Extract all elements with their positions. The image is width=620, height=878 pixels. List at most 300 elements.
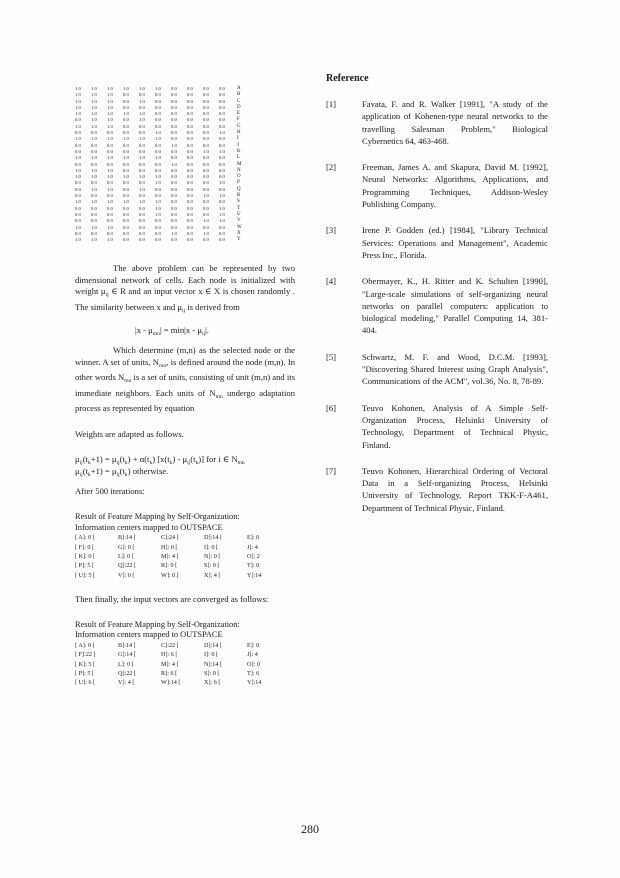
matrix-cell: 0.0: [123, 237, 129, 243]
matrix-cell: 1.0: [75, 167, 81, 173]
page-number: 280: [301, 822, 319, 836]
matrix-cell: 0.0: [107, 148, 113, 154]
matrix-cell: 1.0: [123, 155, 129, 161]
matrix-cell: 1.0: [171, 142, 177, 148]
matrix-cell: 0.0: [139, 180, 145, 186]
matrix-cell: 0.0: [75, 205, 81, 211]
input-vector-matrix: [75, 86, 247, 243]
matrix-cell: 1.0: [139, 111, 145, 117]
result-cell: G]: 0 [: [118, 543, 135, 551]
reference-number: [7]: [326, 465, 337, 476]
result-cell: S]: 0 [: [204, 670, 220, 678]
matrix-cell: 0.0: [171, 186, 177, 192]
matrix-cell: 0.0: [155, 161, 161, 167]
result-cell: E]: 0: [247, 534, 260, 542]
matrix-cell: 1.0: [91, 174, 97, 180]
matrix-cell: 0.0: [219, 224, 225, 230]
result-cell: T]: 6: [247, 670, 260, 678]
result-row: [75, 678, 290, 687]
matrix-row-label: L: [237, 155, 241, 161]
matrix-cell: 1.0: [139, 117, 145, 123]
matrix-cell: 0.0: [139, 123, 145, 129]
matrix-cell: 1.0: [75, 199, 81, 205]
result-cell: O]: 0: [247, 660, 260, 668]
result-cell: [ U]: 5 [: [75, 571, 96, 579]
matrix-row-label: G: [237, 123, 241, 129]
matrix-cell: 0.0: [123, 193, 129, 199]
matrix-cell: 0.0: [123, 117, 129, 123]
result-cell: B]:14 [: [118, 534, 136, 542]
matrix-row-label: J: [237, 142, 239, 148]
reference-text: Teuvo Kohonen, Analysis of A Simple Self-Organization Process, Helsinki University of Technology, Department of Technical Physic, Finland.: [362, 402, 548, 450]
result-cell: M]: 4 [: [161, 660, 179, 668]
result-cell: L]: 0 [: [118, 660, 134, 668]
result-cell: T]: 0: [247, 562, 260, 570]
matrix-cell: 1.0: [91, 186, 97, 192]
matrix-cell: 0.0: [107, 211, 113, 217]
matrix-cell: 0.0: [219, 237, 225, 243]
matrix-cell: 0.0: [187, 104, 193, 110]
matrix-cell: 0.0: [171, 155, 177, 161]
result-cell: J]: 4: [247, 651, 258, 659]
equation-winner: $|x - \mu_{mn}| = \min|x - \mu_{ij}|$.: [135, 325, 209, 338]
matrix-cell: 0.0: [123, 167, 129, 173]
matrix-cell: 0.0: [107, 218, 113, 224]
matrix-row-label: C: [237, 98, 241, 104]
matrix-cell: 0.0: [75, 186, 81, 192]
converged-intro: Then finally, the input vectors are converged as follows:: [75, 594, 269, 605]
reference-heading: Reference: [326, 73, 369, 84]
matrix-cell: 0.0: [187, 224, 193, 230]
matrix-cell: 0.0: [203, 161, 209, 167]
matrix-row-label: W: [237, 224, 242, 230]
matrix-cell: 0.0: [187, 205, 193, 211]
matrix-cell: 1.0: [75, 224, 81, 230]
result-cell: H]: 6 [: [161, 651, 178, 659]
result-cell: [ F]:22 [: [75, 651, 96, 659]
matrix-cell: 0.0: [203, 142, 209, 148]
result-cell: B]:14 [: [118, 641, 136, 649]
result-row: [75, 641, 290, 650]
matrix-cell: 0.0: [203, 155, 209, 161]
matrix-row-label: F: [237, 117, 240, 123]
matrix-row-label: M: [237, 161, 242, 167]
result-cell: [ U]: 6 [: [75, 679, 96, 687]
matrix-cell: 0.0: [139, 104, 145, 110]
matrix-cell: 0.0: [203, 136, 209, 142]
result2-table: [75, 641, 290, 688]
matrix-cell: 0.0: [155, 123, 161, 129]
matrix-cell: 0.0: [171, 148, 177, 154]
matrix-cell: 1.0: [91, 167, 97, 173]
matrix-row-label: X: [237, 230, 241, 236]
matrix-cell: 0.0: [187, 123, 193, 129]
matrix-cell: 0.0: [75, 230, 81, 236]
matrix-cell: 0.0: [155, 92, 161, 98]
matrix-cell: 1.0: [123, 199, 129, 205]
matrix-cell: 0.0: [203, 180, 209, 186]
matrix-cell: 0.0: [91, 193, 97, 199]
result-row: [75, 561, 290, 570]
matrix-cell: 1.0: [75, 86, 81, 91]
matrix-cell: 0.0: [107, 193, 113, 199]
matrix-cell: 0.0: [187, 130, 193, 136]
result-row: [75, 543, 290, 552]
result-cell: X]: 6 [: [204, 679, 221, 687]
matrix-cell: 0.0: [219, 136, 225, 142]
matrix-cell: 1.0: [219, 130, 225, 136]
matrix-cell: 0.0: [123, 98, 129, 104]
result-cell: G]:14 [: [118, 651, 137, 659]
matrix-cell: 0.0: [187, 186, 193, 192]
reference-number: [5]: [326, 351, 337, 362]
matrix-cell: 0.0: [123, 224, 129, 230]
matrix-cell: 1.0: [155, 180, 161, 186]
result2-subtitle: Information centers mapped to OUTSPACE: [75, 630, 223, 640]
reference-text: Teuvo Kohonen, Hierarchical Ordering of Vectoral Data in a Self-organizing Process, Helsinki University of Technology, Report TKK-F-A461, Department of Technical Physic, Finland.: [362, 465, 548, 513]
matrix-cell: 0.0: [187, 211, 193, 217]
matrix-cell: 1.0: [107, 186, 113, 192]
matrix-cell: 0.0: [123, 104, 129, 110]
matrix-cell: 0.0: [123, 186, 129, 192]
matrix-cell: 1.0: [219, 193, 225, 199]
matrix-cell: 1.0: [107, 136, 113, 142]
result-cell: [ K]: 0 [: [75, 552, 96, 560]
matrix-cell: 1.0: [91, 86, 97, 91]
matrix-cell: 1.0: [171, 161, 177, 167]
matrix-cell: 0.0: [75, 193, 81, 199]
matrix-cell: 1.0: [155, 199, 161, 205]
paragraph-network-description: The above problem can be represented by two dimensional network of cells. Each node is initialized with weight $\mu_{ij}$ ∈ R and an input vector x ∈ X is chosen randomly . The similarity between x and $\mu_{ij}$ is derived from: [75, 263, 295, 314]
result-cell: J]: 4: [247, 543, 258, 551]
matrix-cell: 0.0: [187, 237, 193, 243]
matrix-cell: 0.0: [187, 230, 193, 236]
matrix-cell: 1.0: [107, 117, 113, 123]
matrix-cell: 1.0: [107, 92, 113, 98]
matrix-cell: 1.0: [91, 237, 97, 243]
paragraph-winner-description: Which determine (m,n) as the selected node or the winner. A set of units, $N_{mn}$, is defined around the node (m,n). In other words $N_{mn}$ is a set of units, consisting of unit (m,n) and its immediate neighbors. Each units of $N_{mn}$ undergo adaptation process as represented by equation: [75, 345, 296, 414]
result-row: [75, 669, 290, 678]
matrix-cell: 0.0: [91, 218, 97, 224]
matrix-cell: 1.0: [91, 92, 97, 98]
matrix-cell: 1.0: [91, 136, 97, 142]
matrix-cell: 0.0: [219, 111, 225, 117]
result-cell: X]: 4 [: [204, 571, 221, 579]
result2-title: Result of Feature Mapping by Self-Organization:: [75, 619, 240, 629]
reference-item: [326, 465, 548, 514]
matrix-cell: 1.0: [123, 86, 129, 91]
matrix-cell: 0.0: [171, 117, 177, 123]
matrix-cell: 0.0: [139, 205, 145, 211]
matrix-cell: 0.0: [187, 148, 193, 154]
right-column: [326, 73, 548, 528]
matrix-cell: 0.0: [155, 104, 161, 110]
matrix-cell: 0.0: [187, 86, 193, 91]
result-cell: N]:14 [: [204, 660, 223, 668]
matrix-cell: 0.0: [139, 130, 145, 136]
matrix-cell: 0.0: [187, 161, 193, 167]
matrix-cell: 0.0: [139, 167, 145, 173]
result-row: [75, 660, 290, 669]
matrix-cell: 1.0: [155, 211, 161, 217]
matrix-cell: 0.0: [171, 92, 177, 98]
matrix-cell: 0.0: [171, 199, 177, 205]
left-column: [75, 86, 295, 688]
matrix-cell: 0.0: [187, 92, 193, 98]
result-row: [75, 571, 290, 580]
matrix-cell: 1.0: [107, 237, 113, 243]
matrix-cell: 0.0: [203, 117, 209, 123]
reference-item: [326, 351, 548, 388]
matrix-cell: 0.0: [75, 218, 81, 224]
matrix-cell: 0.0: [123, 148, 129, 154]
matrix-cell: 1.0: [75, 92, 81, 98]
matrix-cell: 0.0: [91, 180, 97, 186]
matrix-cell: 1.0: [107, 123, 113, 129]
result1-table: [75, 533, 290, 580]
matrix-cell: 0.0: [155, 117, 161, 123]
matrix-cell: 1.0: [91, 123, 97, 129]
matrix-cell: 0.0: [219, 123, 225, 129]
matrix-cell: 0.0: [171, 193, 177, 199]
matrix-cell: 0.0: [91, 230, 97, 236]
matrix-cell: 0.0: [187, 218, 193, 224]
reference-item: [326, 161, 548, 210]
matrix-cell: 0.0: [203, 104, 209, 110]
matrix-cell: 0.0: [139, 161, 145, 167]
matrix-cell: 1.0: [139, 186, 145, 192]
matrix-cell: 1.0: [91, 224, 97, 230]
matrix-cell: 0.0: [123, 230, 129, 236]
result-cell: W]: 0 [: [161, 571, 179, 579]
matrix-row-label: B: [237, 92, 241, 98]
matrix-row-label: P: [237, 180, 240, 186]
matrix-cell: 1.0: [155, 136, 161, 142]
weights-intro: Weights are adapted as follows.: [75, 428, 184, 439]
matrix-cell: 0.0: [91, 205, 97, 211]
matrix-cell: 0.0: [123, 142, 129, 148]
result-cell: D]:14 [: [204, 534, 223, 542]
matrix-cell: 0.0: [123, 92, 129, 98]
reference-number: [1]: [326, 99, 337, 109]
result-cell: V]: 0 [: [118, 571, 135, 579]
matrix-cell: 0.0: [219, 199, 225, 205]
matrix-cell: 1.0: [107, 167, 113, 173]
result-row: [75, 650, 290, 659]
matrix-cell: 1.0: [107, 111, 113, 117]
matrix-cell: 0.0: [123, 180, 129, 186]
matrix-cell: 0.0: [123, 211, 129, 217]
matrix-cell: 0.0: [203, 186, 209, 192]
matrix-cell: 1.0: [75, 111, 81, 117]
matrix-cell: 1.0: [123, 174, 129, 180]
matrix-cell: 0.0: [203, 92, 209, 98]
matrix-cell: 0.0: [219, 167, 225, 173]
matrix-cell: 1.0: [91, 117, 97, 123]
after-iterations: After 500 iterations:: [75, 486, 145, 497]
matrix-cell: 1.0: [75, 123, 81, 129]
result-cell: W]:14 [: [161, 679, 181, 687]
matrix-cell: 0.0: [219, 92, 225, 98]
matrix-cell: 0.0: [75, 148, 81, 154]
matrix-cell: 0.0: [171, 224, 177, 230]
matrix-cell: 0.0: [123, 161, 129, 167]
matrix-cell: 1.0: [107, 86, 113, 91]
matrix-cell: 0.0: [203, 130, 209, 136]
result-cell: C]:24 [: [161, 534, 179, 542]
matrix-cell: 0.0: [171, 205, 177, 211]
matrix-cell: 0.0: [171, 218, 177, 224]
matrix-cell: 1.0: [139, 174, 145, 180]
reference-item: [326, 98, 548, 147]
matrix-cell: 1.0: [107, 155, 113, 161]
matrix-cell: 1.0: [75, 237, 81, 243]
matrix-cell: 0.0: [155, 193, 161, 199]
matrix-cell: 0.0: [219, 117, 225, 123]
matrix-cell: 0.0: [171, 211, 177, 217]
matrix-cell: 1.0: [91, 155, 97, 161]
matrix-cell: 0.0: [203, 167, 209, 173]
result-cell: [ P]: 5 [: [75, 562, 95, 570]
matrix-cell: 0.0: [219, 230, 225, 236]
matrix-cell: 1.0: [139, 136, 145, 142]
matrix-cell: 0.0: [203, 199, 209, 205]
reference-text: Obermayer, K., H. Ritter and K. Schulten [1990], "Large-scale simulations of self-organizing neural networks on parallel computers: application to biological modeling," Parallel Computing 14, 381-404.: [362, 276, 548, 336]
matrix-cell: 0.0: [219, 142, 225, 148]
matrix-cell: 0.0: [139, 218, 145, 224]
matrix-cell: 0.0: [75, 161, 81, 167]
matrix-cell: 1.0: [219, 205, 225, 211]
matrix-cell: 1.0: [203, 218, 209, 224]
matrix-row-label: N: [237, 167, 241, 173]
matrix-cell: 0.0: [107, 142, 113, 148]
result-cell: I]: 0 [: [204, 651, 219, 659]
matrix-row-label: O: [237, 174, 241, 180]
matrix-cell: 1.0: [139, 155, 145, 161]
matrix-cell: 0.0: [139, 142, 145, 148]
matrix-cell: 0.0: [155, 111, 161, 117]
matrix-cell: 0.0: [75, 130, 81, 136]
matrix-cell: 0.0: [91, 130, 97, 136]
matrix-cell: 0.0: [203, 123, 209, 129]
matrix-cell: 0.0: [107, 130, 113, 136]
matrix-cell: 1.0: [203, 230, 209, 236]
result-cell: [ F]: 0 [: [75, 543, 95, 551]
matrix-cell: 0.0: [155, 218, 161, 224]
matrix-row-label: H: [237, 130, 241, 136]
matrix-cell: 0.0: [155, 142, 161, 148]
result-cell: [ A]: 0 [: [75, 534, 95, 542]
result-cell: Y]:14: [247, 679, 262, 687]
matrix-cell: 0.0: [75, 180, 81, 186]
matrix-cell: 0.0: [171, 237, 177, 243]
matrix-cell: 0.0: [187, 142, 193, 148]
matrix-row-label: Q: [237, 186, 241, 192]
matrix-cell: 1.0: [107, 199, 113, 205]
result-cell: C]:22 [: [161, 641, 179, 649]
matrix-cell: 1.0: [155, 130, 161, 136]
matrix-cell: 1.0: [91, 104, 97, 110]
matrix-cell: 0.0: [219, 174, 225, 180]
matrix-cell: 0.0: [107, 230, 113, 236]
matrix-cell: 0.0: [203, 237, 209, 243]
reference-text: Favata, F. and R. Walker [1991], "A study of the application of Kohenen-type neural networks to the travelling Salesman Problem," Biological Cybernetics 64, 463-468.: [362, 99, 548, 146]
matrix-row-label: T: [237, 205, 241, 211]
matrix-cell: 0.0: [187, 193, 193, 199]
matrix-cell: 0.0: [155, 224, 161, 230]
result-cell: D]:14 [: [204, 641, 223, 649]
result-cell: M]: 4 [: [161, 552, 179, 560]
matrix-cell: 0.0: [219, 104, 225, 110]
reference-item: [326, 275, 548, 336]
result-cell: I]: 0 [: [204, 543, 219, 551]
matrix-cell: 0.0: [171, 123, 177, 129]
matrix-cell: 0.0: [91, 161, 97, 167]
matrix-cell: 0.0: [155, 186, 161, 192]
result-row: [75, 552, 290, 561]
matrix-cell: 1.0: [107, 174, 113, 180]
matrix-cell: 0.0: [187, 111, 193, 117]
matrix-cell: 0.0: [139, 224, 145, 230]
matrix-cell: 1.0: [91, 199, 97, 205]
matrix-row-label: E: [237, 111, 241, 117]
result-cell: H]: 0 [: [161, 543, 178, 551]
matrix-cell: 0.0: [187, 167, 193, 173]
matrix-cell: 0.0: [75, 211, 81, 217]
reference-text: Irene P. Godden (ed.) [1984], "Library Technical Services: Operations and Management", Academic Press Inc., Florida.: [362, 225, 548, 260]
matrix-cell: 1.0: [219, 218, 225, 224]
result-cell: R]: 6 [: [161, 670, 178, 678]
result-cell: V]: 4 [: [118, 679, 135, 687]
matrix-cell: 0.0: [187, 174, 193, 180]
matrix-cell: 0.0: [91, 211, 97, 217]
matrix-cell: 0.0: [123, 130, 129, 136]
matrix-cell: 1.0: [171, 230, 177, 236]
matrix-cell: 0.0: [171, 180, 177, 186]
matrix-cell: 0.0: [171, 86, 177, 91]
matrix-cell: 0.0: [107, 180, 113, 186]
matrix-cell: 1.0: [155, 205, 161, 211]
matrix-cell: 0.0: [155, 98, 161, 104]
matrix-row-label: K: [237, 148, 241, 154]
matrix-cell: 0.0: [219, 86, 225, 91]
matrix-cell: 1.0: [139, 199, 145, 205]
matrix-cell: 1.0: [91, 111, 97, 117]
result-row: [75, 533, 290, 542]
matrix-cell: 0.0: [203, 211, 209, 217]
matrix-cell: 0.0: [75, 142, 81, 148]
matrix-cell: 0.0: [91, 148, 97, 154]
matrix-cell: 0.0: [187, 199, 193, 205]
matrix-cell: 1.0: [75, 174, 81, 180]
matrix-cell: 0.0: [155, 237, 161, 243]
reference-item: [326, 224, 548, 261]
reference-text: Schwartz, M. F. and Wood, D.C.M. [1993], "Discovering Shared Interest using Graph Analysis", Communications of the ACM", vol.36, No. 8, 78-89.: [362, 351, 548, 387]
matrix-cell: 1.0: [155, 174, 161, 180]
matrix-cell: 0.0: [123, 218, 129, 224]
reference-number: [4]: [326, 276, 337, 287]
matrix-cell: 0.0: [203, 111, 209, 117]
matrix-cell: 0.0: [187, 180, 193, 186]
matrix-cell: 0.0: [171, 174, 177, 180]
matrix-cell: 0.0: [203, 205, 209, 211]
matrix-cell: 1.0: [155, 155, 161, 161]
matrix-cell: 0.0: [75, 117, 81, 123]
matrix-row-label: I: [237, 136, 239, 142]
matrix-cell: 1.0: [219, 180, 225, 186]
matrix-cell: 0.0: [139, 230, 145, 236]
matrix-cell: 0.0: [219, 155, 225, 161]
